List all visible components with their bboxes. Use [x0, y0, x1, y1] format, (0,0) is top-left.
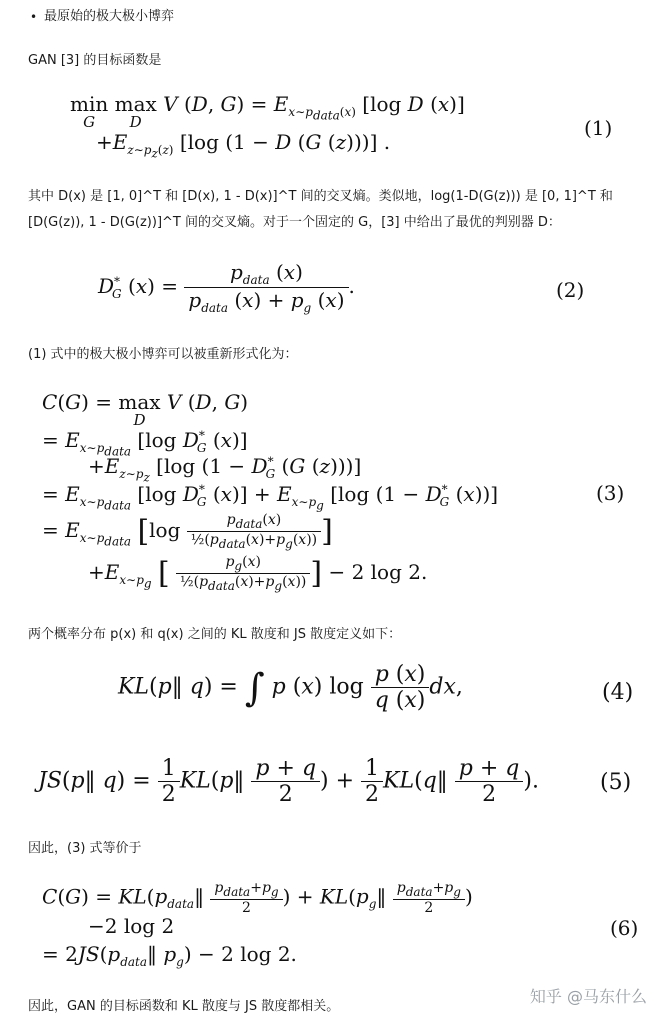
paragraph-4: 因此，(3) 式等价于 — [28, 841, 142, 856]
equation-number-1: (1) — [584, 116, 613, 140]
paragraph-2: (1) 式中的极大极小博弈可以被重新形式化为： — [28, 347, 298, 362]
equation-6-line2: −2 log 2 — [88, 914, 175, 938]
equation-number-2: (2) — [556, 278, 585, 302]
bullet-icon: • — [30, 10, 38, 24]
equation-1-line2: $+E_{z\sim p_z(z)}$ [log (1 − D (G (z)))] . — [96, 130, 391, 161]
equation-3-line4: = $E_{x\sim p_{data}}$ [log $D^*_G$ $(x)] + E_{x\sim p_g}$ [log ($1 - D^*_G$ (x))] — [42, 482, 499, 513]
paragraph-1: 其中 D(x) 是 [1, 0]^T 和 [D(x), 1 - D(x)]^T 间的交叉熵。类似地，log(1-D(G(z))) 是 [0, 1]^T 和 [D(G(z)), 1 - D(G(z))]^T 间的交叉熵。对于一个固定的 G，[3] 中给出了最优的判别器 D： — [28, 189, 613, 230]
intro-text: GAN [3] 的目标函数是 — [28, 53, 162, 68]
paragraph-5: 因此，GAN 的目标函数和 KL 散度与 JS 散度都相关。 — [28, 999, 340, 1014]
equation-6-line1: $C(G) = KL(p_{data}‖$ $\frac{p_{data}+p_g}{2}$ ) + $KL(p_g‖$ $\frac{p_{data}+p_g}{2}$ ) — [42, 880, 473, 916]
equation-3-line1: C(G) = max D V (D, G) — [42, 390, 249, 429]
equation-number-5: (5) — [600, 770, 632, 795]
equation-1: min G max D V (D, $G) = E_{x\sim p_{data}(x)}$ [log D (x)] — [70, 92, 465, 131]
equation-4: KL(p‖ q) = ∫ p (x) log $\frac{p (x)}{q (x)}$ dx, — [118, 662, 463, 713]
equation-2: $D^*_G$ (x) = $\frac{p_{data} (x)}{p_{data} (x) + p_g (x)}$ . — [98, 260, 355, 315]
equation-5: JS(p‖ q) = $\frac{1}{2}$ KL(p‖ $\frac{p + q}{2}$ ) + $\frac{1}{2}$ KL(q‖ $\frac{p + q}{2}$ ). — [38, 756, 539, 807]
equation-number-6: (6) — [610, 916, 639, 940]
paragraph-3: 两个概率分布 p(x) 和 q(x) 之间的 KL 散度和 JS 散度定义如下： — [28, 627, 402, 642]
equation-3-line2: = $E_{x\sim p_{data}}$ [log $D^*_G$ (x)] — [42, 428, 248, 459]
equation-3-line5: = $E_{x\sim p_{data}}$ [log $\frac{p_{data}(x)}{\frac{1}{2}(p_{data}(x)+p_g(x))}$ ] — [42, 512, 333, 551]
section-title: 最原始的极大极小博弈 — [44, 9, 175, 24]
equation-6-line3: = $2JS(p_{data}‖$ $p_g) - 2$ log 2. — [42, 942, 297, 969]
equation-3-line3: $+E_{z\sim p_z}$ [log ($1 - D^*_G$ (G (z)))] — [88, 454, 362, 485]
equation-3-line6: $+E_{x\sim p_g}$ [ $\frac{p_g(x)}{\frac{1}{2}(p_{data}(x)+p_g(x))}$ ] − 2 log 2. — [88, 554, 428, 593]
equation-number-4: (4) — [602, 680, 634, 705]
equation-number-3: (3) — [596, 481, 625, 505]
watermark: 知乎 @马东什么 — [529, 987, 647, 1006]
